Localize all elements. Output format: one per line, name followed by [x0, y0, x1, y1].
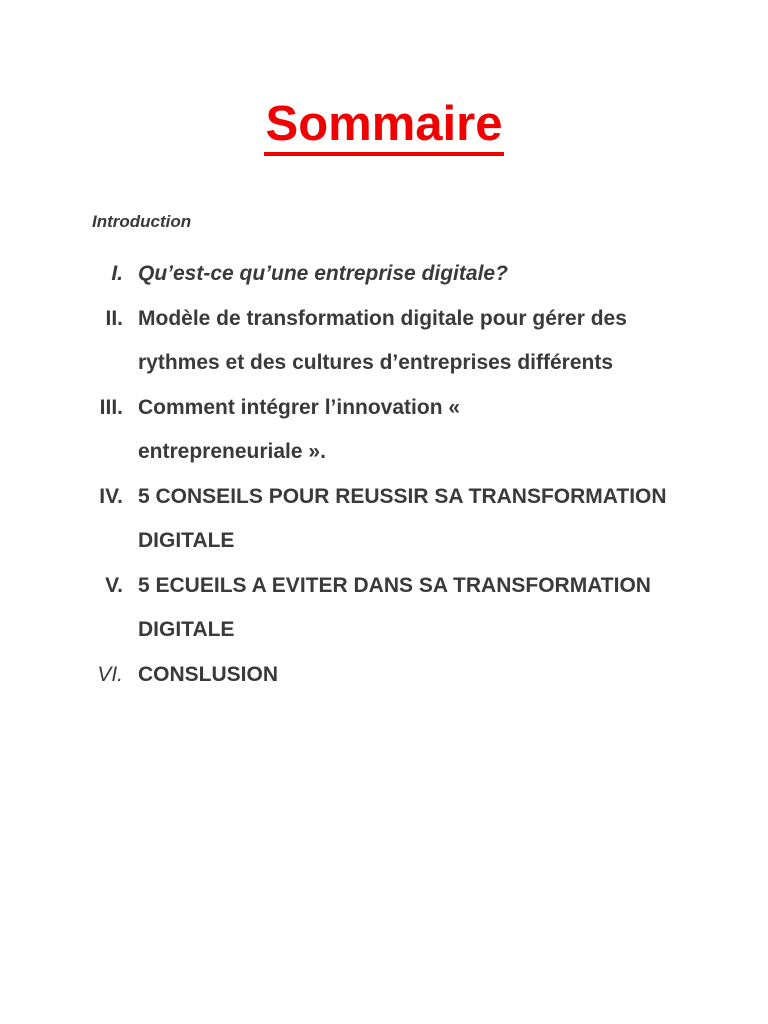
- table-of-contents: [0, 252, 768, 697]
- toc-item-2: [0, 297, 768, 386]
- toc-text: CONSLUSION: [138, 662, 279, 686]
- page-title-text: Sommaire: [264, 96, 505, 156]
- toc-text: Comment intégrer l’innovation « entrepreneuriale ».: [138, 395, 461, 463]
- toc-numeral: I.: [111, 262, 123, 285]
- toc-numeral: IV.: [99, 484, 123, 508]
- toc-text: Qu’est-ce qu’une entreprise digitale?: [138, 262, 508, 285]
- toc-text: 5 ECUEILS A EVITER DANS SA TRANSFORMATION DIGITALE: [138, 573, 651, 641]
- toc-item-3: [0, 386, 768, 475]
- toc-text: Modèle de transformation digitale pour gérer des rythmes et des cultures d’entreprises différents: [138, 306, 627, 374]
- toc-numeral: III.: [99, 395, 123, 419]
- toc-numeral: V.: [105, 573, 123, 597]
- introduction-label: Introduction: [92, 212, 192, 231]
- toc-numeral: VI.: [97, 662, 123, 686]
- toc-numeral: II.: [105, 306, 123, 330]
- toc-item-6: [0, 653, 768, 698]
- toc-text: 5 CONSEILS POUR REUSSIR SA TRANSFORMATION DIGITALE: [138, 484, 667, 552]
- toc-item-4: [0, 475, 768, 564]
- toc-item-1: [0, 252, 768, 297]
- toc-item-5: [0, 564, 768, 653]
- page-title: [0, 92, 768, 156]
